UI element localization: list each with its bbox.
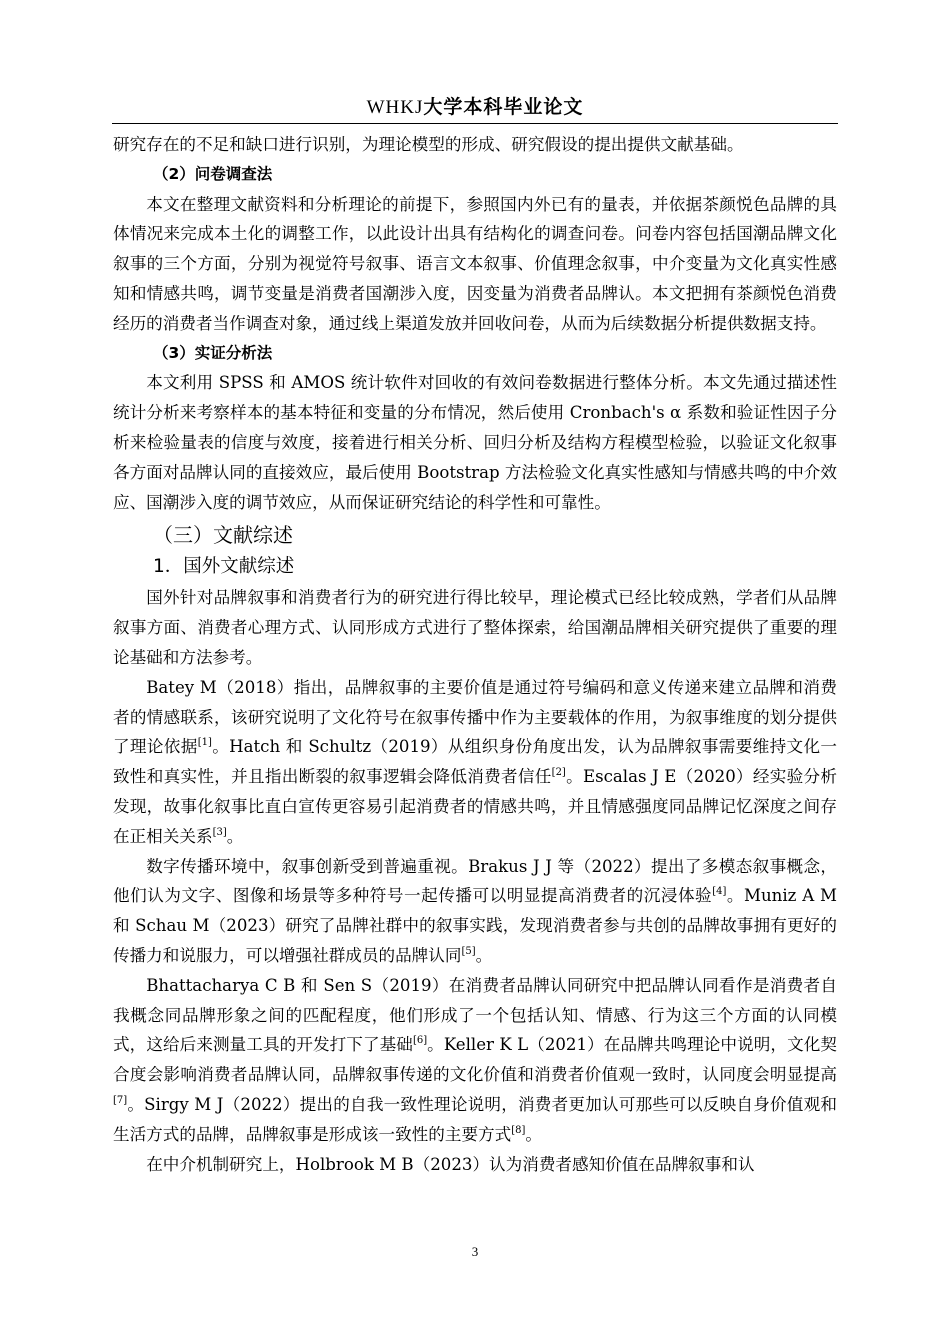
paragraph-foreign-overview: 国外针对品牌叙事和消费者行为的研究进行得比较早，理论模式已经比较成熟，学者们从品牌叙事方面、消费者心理方式、认同形成方式进行了整体探索，给国潮品牌相关研究提供了重要的理论基础和方法参考。: [113, 588, 837, 667]
body-text: [113, 130, 837, 1179]
citation-ref: [5]: [461, 945, 476, 957]
paragraph-questionnaire: 本文在整理文献资料和分析理论的前提下，参照国内外已有的量表，并依据茶颜悦色品牌的具体情况来完成本土化的调整工作，以此设计出具有结构化的调查问卷。问卷内容包括国潮品牌文化叙事的三个方面，分别为视觉符号叙事、语言文本叙事、价值理念叙事，中介变量为文化真实性感知和情感共鸣，调节变量是消费者国潮涉入度，因变量为消费者品牌认。本文把拥有茶颜悦色消费经历的消费者当作调查对象，通过线上渠道发放并回收问卷，从而为后续数据分析提供数据支持。: [113, 194, 837, 333]
subheading-questionnaire: （2）问卷调查法: [153, 164, 273, 183]
paragraph-continuation: 研究存在的不足和缺口进行识别，为理论模型的形成、研究假设的提出提供文献基础。: [113, 135, 744, 154]
text-run: Bhattacharya C B 和 Sen S（2019）在消费者品牌认同研究中把品牌认同看作是消费者自我概念同品牌形象之间的匹配程度，他们形成了一个包括认知、情感、行为这三个方面的认同模式，这给后来测量工具的开发打下了基础: [113, 975, 837, 1055]
text-run: 数字传播环境中，叙事创新受到普遍重视。Brakus J J 等（2022）提出了多模态叙事概念，他们认为文字、图像和场景等多种符号一起传播可以明显提高消费者的沉浸体验: [113, 856, 837, 906]
citation-ref: [1]: [197, 737, 212, 749]
section-heading-literature-review: （三）文献综述: [153, 523, 293, 548]
paragraph-digital-narrative: [113, 852, 837, 971]
header-rule: [112, 123, 838, 124]
citation-ref: [4]: [712, 886, 727, 898]
page-number: 3: [471, 1244, 479, 1259]
text-run: 。Sirgy M J（2022）提出的自我一致性理论说明，消费者更加认可那些可以反映自身价值观和生活方式的品牌，品牌叙事是形成该一致性的主要方式: [113, 1094, 837, 1144]
paragraph-mediation: 在中介机制研究上，Holbrook M B（2023）认为消费者感知价值在品牌叙事和认: [146, 1154, 755, 1174]
text-run: 。: [226, 826, 244, 846]
text-run: 。: [525, 1124, 543, 1144]
citation-ref: [2]: [551, 767, 566, 779]
text-run: 。: [475, 945, 493, 965]
header-latin: WHKJ: [366, 97, 424, 118]
paragraph-brand-narrative: [113, 673, 837, 852]
text-run: 。Muniz A M 和 Schau M（2023）研究了品牌社群中的叙事实践，发现消费者参与共创的品牌故事拥有更好的传播力和说服力，可以增强社群成员的品牌认同: [113, 886, 837, 965]
running-header: [112, 92, 838, 119]
text-run: 。Keller K L（2021）在品牌共鸣理论中说明，文化契合度会影响消费者品牌认同，品牌叙事传递的文化价值和消费者价值观一致时，认同度会明显提高: [113, 1035, 837, 1085]
citation-ref: [8]: [511, 1124, 526, 1136]
citation-ref: [6]: [412, 1035, 428, 1047]
subheading-empirical: （3）实证分析法: [153, 343, 273, 362]
citation-ref: [7]: [113, 1094, 128, 1106]
text-run: 。Hatch 和 Schultz（2019）从组织身份角度出发，认为品牌叙事需要维持文化一致性和真实性，并且指出断裂的叙事逻辑会降低消费者信任: [113, 737, 838, 787]
paragraph-empirical: 本文利用 SPSS 和 AMOS 统计软件对回收的有效问卷数据进行整体分析。本文先通过描述性统计分析来考察样本的基本特征和变量的分布情况，然后使用 Cronbach's α 系数和验证性因子分析来检验量表的信度与效度，接着进行相关分析、回归分析及结构方程模型检验，以验证文化叙事各方面对品牌认同的直接效应，最后使用 Bootstrap 方法检验文化真实性感知与情感共鸣的中介效应、国潮涉入度的调节效应，从而保证研究结论的科学性和可靠性。: [113, 373, 837, 512]
text-run: 。Escalas J E（2020）经实验分析发现，故事化叙事比直白宣传更容易引起消费者的情感共鸣，并且情感强度同品牌记忆深度之间存在正相关关系: [113, 767, 838, 846]
subsection-heading-foreign-literature: 1．国外文献综述: [153, 556, 295, 578]
text-run: Batey M（2018）指出，品牌叙事的主要价值是通过符号编码和意义传递来建立品牌和消费者的情感联系，该研究说明了文化符号在叙事传播中作为主要载体的作用，为叙事维度的划分提供了理论依据: [113, 677, 837, 757]
header-title: 大学本科毕业论文: [423, 96, 584, 118]
citation-ref: [3]: [212, 826, 227, 838]
paragraph-brand-identification: [113, 971, 837, 1150]
